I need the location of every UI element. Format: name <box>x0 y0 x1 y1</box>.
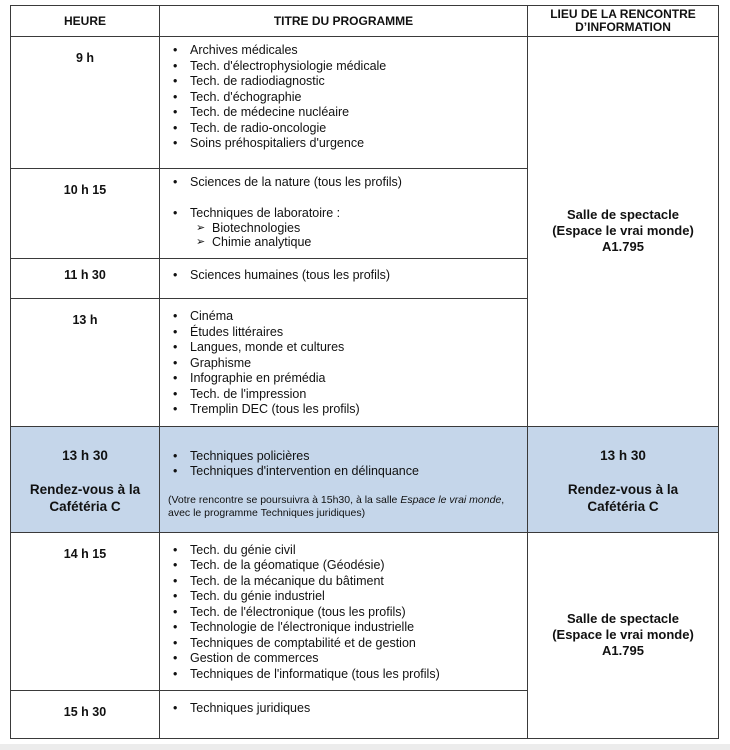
page-bottom-edge <box>0 744 730 750</box>
list-item: • Tech. du génie civil <box>166 543 521 559</box>
list-item: • Tech. de médecine nucléaire <box>166 105 521 121</box>
list-item: • Tech. de l'électronique (tous les profils) <box>166 605 521 621</box>
location-cell <box>528 37 719 427</box>
program-list <box>166 43 521 152</box>
header-lieu-line1: LIEU DE LA RENCONTRE <box>550 7 696 21</box>
program-list <box>166 449 521 480</box>
hour-cell: 14 h 15 <box>11 532 160 691</box>
list-item: • Cinéma <box>166 309 521 325</box>
meeting-note: Rendez-vous à la <box>567 481 679 497</box>
meeting-note: Cafétéria C <box>49 498 121 514</box>
program-cell <box>160 37 528 169</box>
list-item: • Techniques policières <box>166 449 521 465</box>
hour-cell: 10 h 15 <box>11 169 160 259</box>
meeting-note: Cafétéria C <box>587 498 659 514</box>
program-list <box>166 175 521 191</box>
hour-cell: 15 h 30 <box>11 691 160 739</box>
list-item: • Tech. d'électrophysiologie médicale <box>166 59 521 75</box>
location-room: A1.795 <box>602 643 644 659</box>
list-item: • Tech. de radiodiagnostic <box>166 74 521 90</box>
list-item: • Études littéraires <box>166 325 521 341</box>
header-titre: TITRE DU PROGRAMME <box>160 6 528 37</box>
list-item: • Graphisme <box>166 356 521 372</box>
program-cell <box>160 532 528 691</box>
location-line: (Espace le vrai monde) <box>552 223 694 239</box>
schedule-table <box>10 5 719 739</box>
program-cell <box>160 299 528 427</box>
list-item: • Soins préhospitaliers d'urgence <box>166 136 521 152</box>
list-item: • Technologie de l'électronique industrielle <box>166 620 521 636</box>
list-item: • Techniques de comptabilité et de gestion <box>166 636 521 652</box>
list-item: • Tech. d'échographie <box>166 90 521 106</box>
list-item: • Techniques juridiques <box>166 701 521 717</box>
list-item: • Techniques de l'informatique (tous les profils) <box>166 667 521 683</box>
header-heure: HEURE <box>11 6 160 37</box>
hour-cell: 11 h 30 <box>11 259 160 299</box>
list-item: • Sciences de la nature (tous les profils) <box>166 175 521 191</box>
sub-list-item: ➢ Chimie analytique <box>166 235 521 249</box>
list-item: • Tech. de radio-oncologie <box>166 121 521 137</box>
note-italic: Espace le vrai monde <box>400 493 502 506</box>
sub-list <box>166 221 521 249</box>
header-lieu-line2: D’INFORMATION <box>575 20 671 34</box>
list-item: • Archives médicales <box>166 43 521 59</box>
location-line: (Espace le vrai monde) <box>552 627 694 643</box>
list-item: • Tech. de l'impression <box>166 387 521 403</box>
location-line: Salle de spectacle <box>566 207 679 223</box>
program-cell <box>160 259 528 299</box>
program-list <box>166 543 521 683</box>
location-line: Salle de spectacle <box>566 611 679 627</box>
program-note <box>166 494 521 520</box>
list-item: • Tremplin DEC (tous les profils) <box>166 402 521 418</box>
hour-cell: 13 h <box>11 299 160 427</box>
header-row <box>11 6 719 37</box>
program-list <box>166 206 521 222</box>
note-text: , avec le programme Techniques juridiques) <box>168 493 505 519</box>
hour-cell <box>11 426 160 532</box>
list-item: • Tech. de la géomatique (Géodésie) <box>166 558 521 574</box>
program-cell <box>160 691 528 739</box>
program-list <box>166 701 521 717</box>
program-cell <box>160 426 528 532</box>
program-list <box>166 309 521 418</box>
program-cell <box>160 169 528 259</box>
header-lieu <box>528 6 719 37</box>
hour-cell: 9 h <box>11 37 160 169</box>
list-item: • Techniques de laboratoire : <box>166 206 521 222</box>
table-row <box>11 532 719 691</box>
list-item: • Sciences humaines (tous les profils) <box>166 268 521 284</box>
location-cell <box>528 532 719 739</box>
list-item: • Tech. du génie industriel <box>166 589 521 605</box>
list-item: • Langues, monde et cultures <box>166 340 521 356</box>
table-row-highlighted <box>11 426 719 532</box>
note-text: (Votre rencontre se poursuivra à 15h30, à la salle <box>168 493 401 506</box>
location-time: 13 h 30 <box>600 447 646 463</box>
sub-list-item: ➢ Biotechnologies <box>166 221 521 235</box>
list-item: • Techniques d'intervention en délinquance <box>166 464 521 480</box>
hour-value: 13 h 30 <box>62 447 108 463</box>
list-item: • Infographie en prémédia <box>166 371 521 387</box>
program-list <box>166 268 521 284</box>
list-item: • Gestion de commerces <box>166 651 521 667</box>
table-row <box>11 37 719 169</box>
location-room: A1.795 <box>602 239 644 255</box>
meeting-note: Rendez-vous à la <box>29 481 141 497</box>
location-cell <box>528 426 719 532</box>
list-item: • Tech. de la mécanique du bâtiment <box>166 574 521 590</box>
